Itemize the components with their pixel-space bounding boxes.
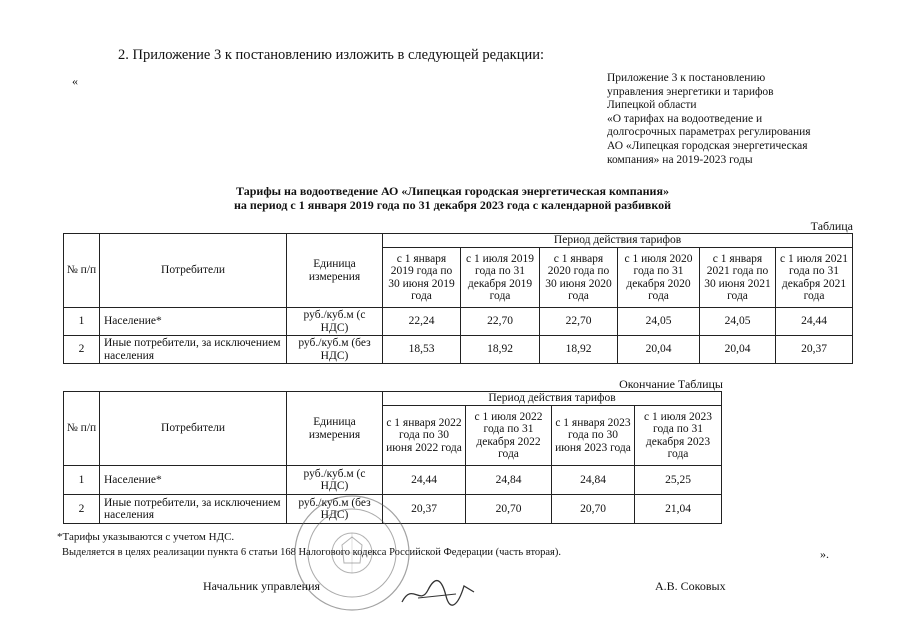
header-num: № п/п <box>64 234 100 308</box>
appendix-line: АО «Липецкая городская энергетическая <box>607 139 808 152</box>
tariff-value: 24,84 <box>466 466 552 495</box>
header-period: Период действия тарифов <box>383 392 722 406</box>
header-period: Период действия тарифов <box>383 234 853 248</box>
row-unit: руб./куб.м (без НДС) <box>287 495 383 524</box>
row-unit: руб./куб.м (с НДС) <box>287 308 383 336</box>
signer-name: А.В. Соковых <box>655 579 726 593</box>
closing-quote: ». <box>820 547 829 561</box>
appendix-line: компания» на 2019-2023 годы <box>607 153 753 166</box>
header-consumers: Потребители <box>100 392 287 466</box>
row-consumer: Иные потребители, за исключением населения <box>100 336 287 364</box>
period-header: с 1 января 2022 года по 30 июня 2022 года <box>383 406 466 466</box>
table-row <box>64 466 722 495</box>
tariff-value: 24,84 <box>552 466 635 495</box>
tariff-value: 18,92 <box>461 336 540 364</box>
document-title: Тарифы на водоотведение АО «Липецкая городская энергетическая компания» <box>236 184 669 198</box>
table-row <box>64 308 853 336</box>
tariff-value: 24,05 <box>618 308 700 336</box>
period-header: с 1 июля 2021 года по 31 декабря 2021 года <box>776 248 853 308</box>
table-label: Таблица <box>810 219 853 233</box>
tariff-value: 24,05 <box>700 308 776 336</box>
period-header: с 1 января 2020 года по 30 июня 2020 года <box>540 248 618 308</box>
appendix-line: «О тарифах на водоотведение и <box>607 112 763 125</box>
header-num: № п/п <box>64 392 100 466</box>
row-consumer: Население* <box>100 466 287 495</box>
row-num: 1 <box>64 308 100 336</box>
tariff-value: 20,04 <box>618 336 700 364</box>
tariff-value: 20,37 <box>776 336 853 364</box>
header-consumers: Потребители <box>100 234 287 308</box>
row-consumer: Население* <box>100 308 287 336</box>
signer-role: Начальник управления <box>203 579 321 593</box>
period-header: с 1 января 2019 года по 30 июня 2019 года <box>383 248 461 308</box>
row-num: 2 <box>64 336 100 364</box>
tariff-value: 18,53 <box>383 336 461 364</box>
tariff-value: 24,44 <box>383 466 466 495</box>
document-subtitle: на период с 1 января 2019 года по 31 декабря 2023 года с календарной разбивкой <box>233 198 672 212</box>
row-unit: руб./куб.м (с НДС) <box>287 466 383 495</box>
tariff-value: 18,92 <box>540 336 618 364</box>
footnote: *Тарифы указываются с учетом НДС. <box>57 531 235 543</box>
seal-stamp <box>292 493 412 613</box>
table-row <box>64 336 853 364</box>
tariff-table-2019-2021 <box>63 233 853 364</box>
table-continuation-label: Окончание Таблицы <box>619 377 723 391</box>
tariff-value: 25,25 <box>635 466 722 495</box>
period-header: с 1 января 2023 года по 30 июня 2023 года <box>552 406 635 466</box>
period-header: с 1 июля 2022 года по 31 декабря 2022 года <box>466 406 552 466</box>
handwritten-signature <box>398 572 478 612</box>
header-unit: Единица измерения <box>287 234 383 308</box>
intro-paragraph: 2. Приложение 3 к постановлению изложить в следующей редакции: <box>118 47 545 63</box>
tariff-value: 20,70 <box>552 495 635 524</box>
tariff-value: 22,70 <box>461 308 540 336</box>
row-num: 2 <box>64 495 100 524</box>
tariff-value: 20,37 <box>383 495 466 524</box>
appendix-line: долгосрочных параметрах регулирования <box>607 126 811 139</box>
opening-quote: « <box>72 74 78 88</box>
period-header: с 1 июля 2020 года по 31 декабря 2020 года <box>618 248 700 308</box>
tariff-value: 22,24 <box>383 308 461 336</box>
header-unit: Единица измерения <box>287 392 383 466</box>
appendix-line: управления энергетики и тарифов <box>607 85 774 98</box>
tariff-value: 24,44 <box>776 308 853 336</box>
row-unit: руб./куб.м (без НДС) <box>287 336 383 364</box>
appendix-reference <box>607 72 811 167</box>
appendix-line: Липецкой области <box>607 99 697 112</box>
period-header: с 1 июля 2023 года по 31 декабря 2023 года <box>635 406 722 466</box>
period-header: с 1 января 2021 года по 30 июня 2021 года <box>700 248 776 308</box>
tariff-value: 20,04 <box>700 336 776 364</box>
appendix-line: Приложение 3 к постановлению <box>607 72 766 84</box>
tariff-value: 21,04 <box>635 495 722 524</box>
tax-note: Выделяется в целях реализации пункта 6 статьи 168 Налогового кодекса Российской Федерации (часть вторая). <box>62 547 562 558</box>
tariff-value: 20,70 <box>466 495 552 524</box>
row-consumer: Иные потребители, за исключением населения <box>100 495 287 524</box>
tariff-value: 22,70 <box>540 308 618 336</box>
period-header: с 1 июля 2019 года по 31 декабря 2019 года <box>461 248 540 308</box>
row-num: 1 <box>64 466 100 495</box>
